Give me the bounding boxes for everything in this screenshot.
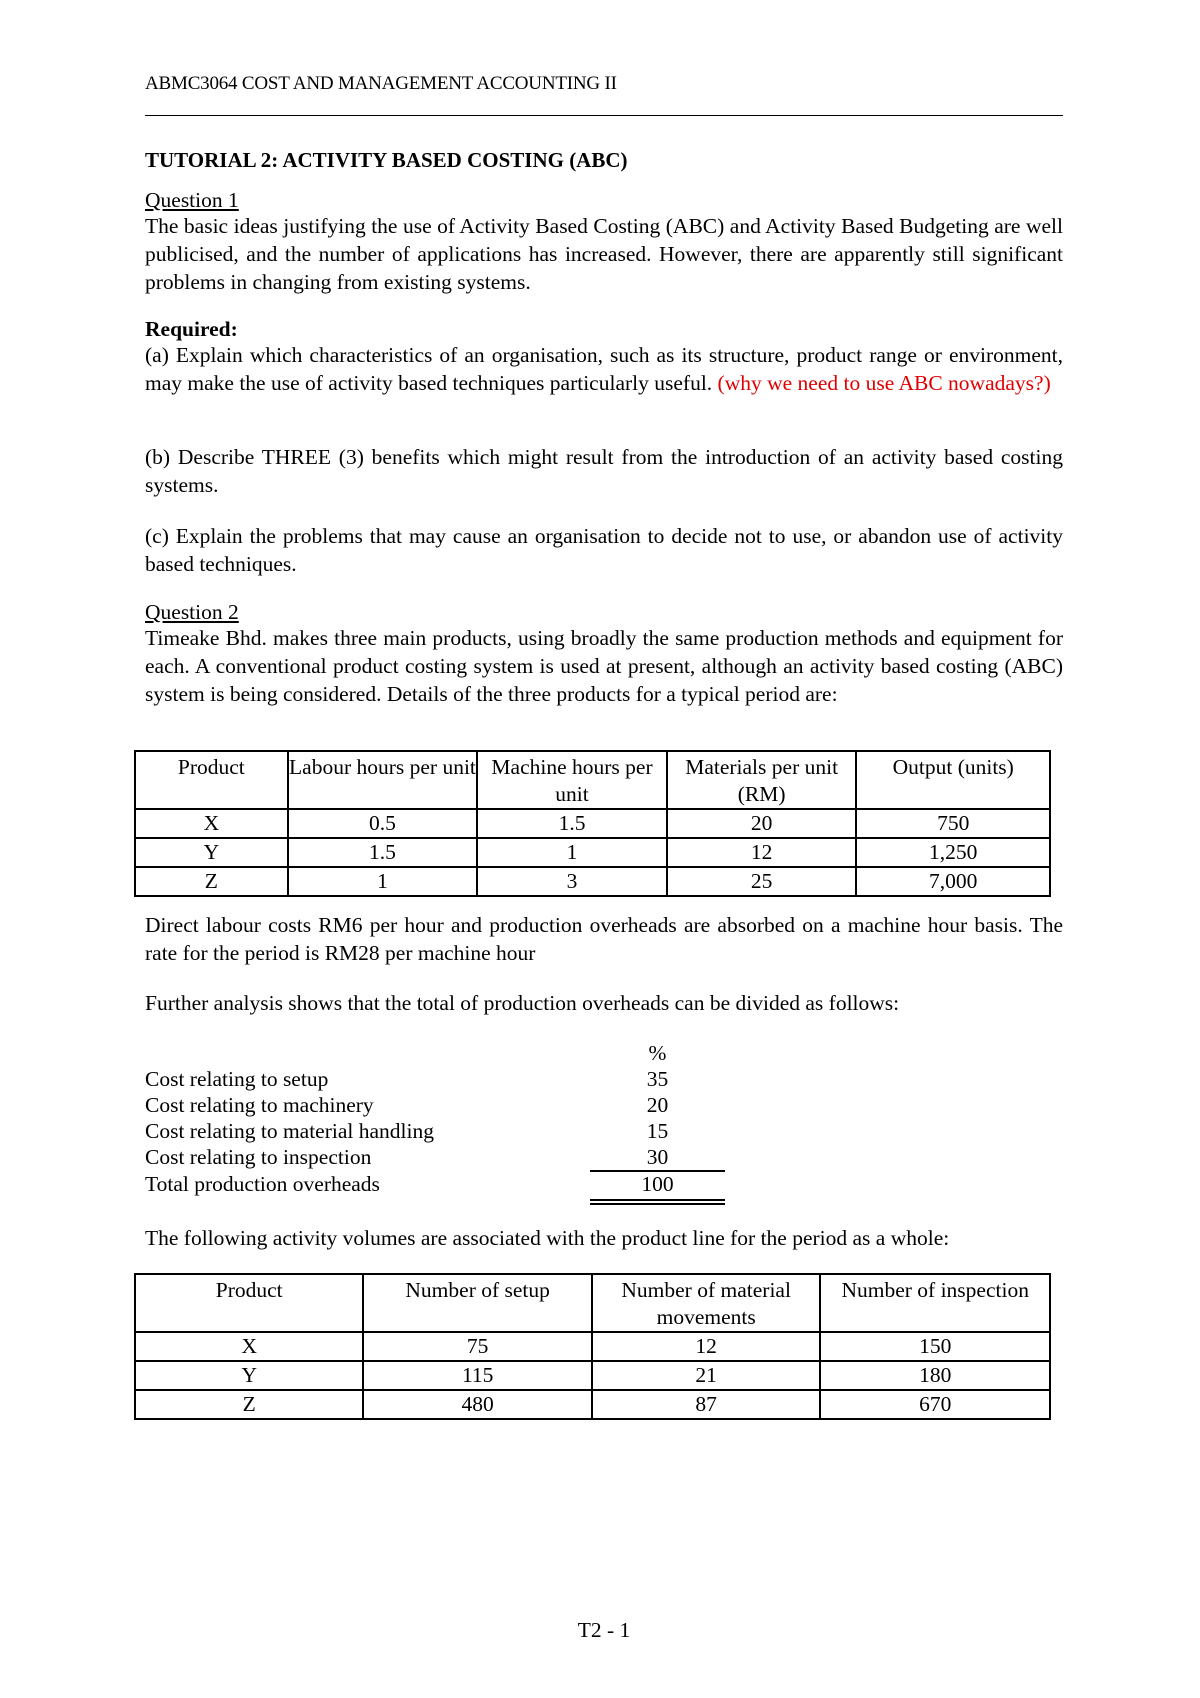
overhead-value: 35: [646, 1067, 669, 1091]
overhead-label: Cost relating to inspection: [145, 1145, 372, 1169]
table-cell: 1.5: [477, 809, 667, 838]
total-double-rule-top: [590, 1199, 725, 1201]
table-row: [135, 838, 1050, 867]
table-cell: Y: [135, 1361, 363, 1390]
table-cell: 20: [667, 809, 857, 838]
question-2-intro: Timeake Bhd. makes three main products, using broadly the same production methods and equipment for each. A conventional product costing system is used at present, although an activity based costing (ABC) system is being considered. Details of the three products for a typical period are:: [145, 626, 1063, 706]
table-cell: X: [135, 1332, 363, 1361]
table-cell: Z: [135, 1390, 363, 1419]
header-divider: [145, 115, 1063, 116]
column-header: Machine hours per unit: [477, 751, 667, 809]
table-cell: 1.5: [288, 838, 478, 867]
labour-cost-text: Direct labour costs RM6 per hour and production overheads are absorbed on a machine hour basis. The rate for the period is RM28 per machine hour: [145, 913, 1063, 965]
table-cell: Y: [135, 838, 288, 867]
table-cell: 1: [477, 838, 667, 867]
overhead-total-value: 100: [641, 1172, 674, 1196]
overhead-value: 15: [646, 1119, 669, 1143]
table-row: [135, 1332, 1050, 1361]
product-details-table: [134, 750, 1051, 897]
table-cell: 21: [592, 1361, 821, 1390]
table-cell: Z: [135, 867, 288, 896]
column-header: Materials per unit (RM): [667, 751, 857, 809]
question-1-heading: Question 1: [145, 188, 239, 212]
overhead-row: [145, 1065, 735, 1093]
part-a-note: (why we need to use ABC nowadays?): [717, 371, 1051, 395]
column-header: Number of material movements: [592, 1274, 821, 1332]
overhead-unit-row: [145, 1039, 735, 1067]
table-header-row: [135, 1274, 1050, 1332]
table-cell: 12: [667, 838, 857, 867]
overhead-label: Cost relating to material handling: [145, 1119, 434, 1143]
table-cell: 1,250: [856, 838, 1050, 867]
tutorial-title: TUTORIAL 2: ACTIVITY BASED COSTING (ABC): [145, 148, 628, 172]
table-cell: 75: [363, 1332, 591, 1361]
overhead-label: Cost relating to setup: [145, 1067, 329, 1091]
overhead-total-label: Total production overheads: [145, 1172, 380, 1196]
table-cell: 0.5: [288, 809, 478, 838]
column-header: Product: [135, 1274, 363, 1332]
activity-volume-text: The following activity volumes are associated with the product line for the period as a whole:: [145, 1226, 950, 1250]
column-header: Product: [135, 751, 288, 809]
table-header-row: [135, 751, 1050, 809]
total-double-rule-bottom: [590, 1203, 725, 1205]
table-cell: 480: [363, 1390, 591, 1419]
overhead-value: 20: [646, 1093, 669, 1117]
overhead-value: 30: [646, 1145, 669, 1169]
table-cell: 750: [856, 809, 1050, 838]
percent-unit: %: [648, 1041, 667, 1065]
table-cell: 87: [592, 1390, 821, 1419]
column-header: Number of setup: [363, 1274, 591, 1332]
table-cell: 180: [820, 1361, 1050, 1390]
overhead-row: [145, 1143, 735, 1171]
part-a: [145, 341, 1063, 397]
column-header: Labour hours per unit: [288, 751, 478, 809]
table-cell: 115: [363, 1361, 591, 1390]
part-b: (b) Describe THREE (3) benefits which might result from the introduction of an activity based costing systems.: [145, 445, 1063, 497]
column-header: Output (units): [856, 751, 1050, 809]
table-cell: 150: [820, 1332, 1050, 1361]
activity-volume-table: [134, 1273, 1051, 1420]
course-header: ABMC3064 COST AND MANAGEMENT ACCOUNTING II: [145, 73, 617, 94]
table-cell: 1: [288, 867, 478, 896]
required-label: Required:: [145, 317, 238, 341]
overhead-row: [145, 1091, 735, 1119]
table-row: [135, 1361, 1050, 1390]
table-row: [135, 1390, 1050, 1419]
page-number: T2 - 1: [577, 1618, 631, 1642]
part-c: (c) Explain the problems that may cause an organisation to decide not to use, or abandon use of activity based techniques.: [145, 524, 1063, 576]
overhead-total-row: [145, 1170, 735, 1198]
table-row: [135, 809, 1050, 838]
table-cell: 12: [592, 1332, 821, 1361]
table-cell: 3: [477, 867, 667, 896]
table-cell: 25: [667, 867, 857, 896]
part-a-text: (a) Explain which characteristics of an organisation, such as its structure, product range or environment, may make the use of activity based techniques particularly useful.: [145, 343, 1063, 395]
table-cell: X: [135, 809, 288, 838]
table-cell: 7,000: [856, 867, 1050, 896]
table-cell: 670: [820, 1390, 1050, 1419]
table-row: [135, 867, 1050, 896]
overhead-label: Cost relating to machinery: [145, 1093, 374, 1117]
question-1-intro: The basic ideas justifying the use of Activity Based Costing (ABC) and Activity Based Budgeting are well publicised, and the number of applications has increased. However, there are apparently still significant problems in changing from existing systems.: [145, 214, 1063, 294]
further-analysis-text: Further analysis shows that the total of production overheads can be divided as follows:: [145, 991, 900, 1015]
overhead-row: [145, 1117, 735, 1145]
column-header: Number of inspection: [820, 1274, 1050, 1332]
question-2-heading: Question 2: [145, 600, 239, 624]
